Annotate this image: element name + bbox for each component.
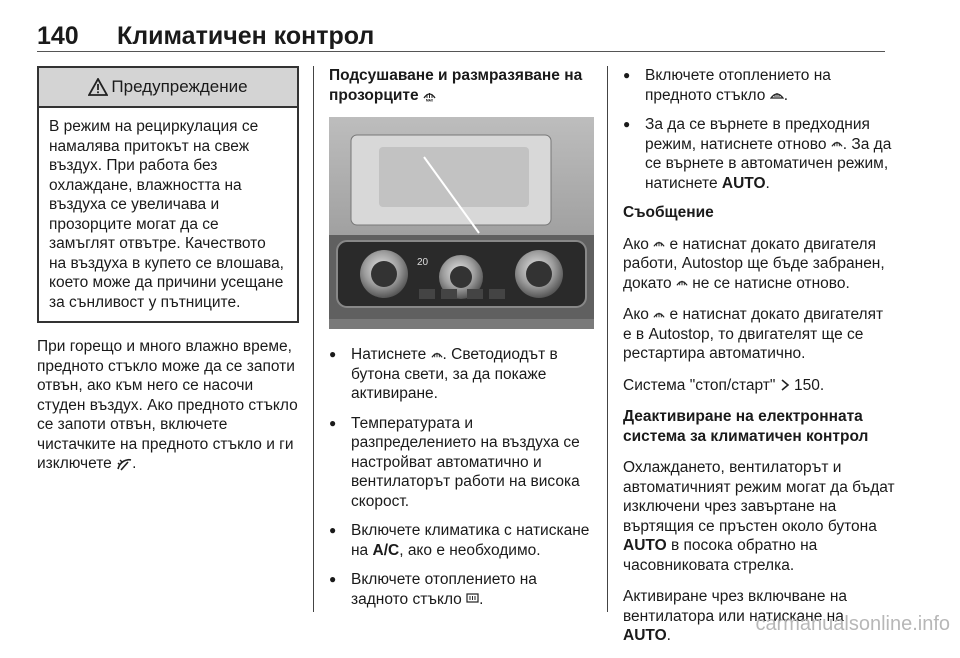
header-rule <box>37 51 885 52</box>
left-column <box>37 66 299 486</box>
note-paragraph-2: Ако е натиснат докато двигателят е в Autostop, то двигателят ще се рестартира автоматично. <box>623 306 884 362</box>
photo-temp-label: 20 <box>417 257 429 268</box>
list-item: ● Включете климатика с натискане на A/C, ако е необходимо. <box>329 521 594 560</box>
max-defrost-icon <box>676 277 688 289</box>
page-header <box>37 22 885 52</box>
note-paragraph-1: Ако е натиснат докато двигателя работи, Autostop ще бъде забранен, докато не се натисне отново. <box>623 235 885 292</box>
front-window-heating-icon <box>770 89 784 101</box>
auto-label: AUTO <box>721 174 766 192</box>
ac-label: A/C <box>372 541 400 559</box>
defrost-steps-list <box>329 345 594 609</box>
cross-reference[interactable]: Система "стоп/старт" 150. <box>623 376 825 394</box>
column-divider <box>607 66 608 612</box>
middle-column <box>329 66 594 619</box>
windscreen-wiper-icon <box>116 457 132 471</box>
right-column <box>623 66 895 658</box>
climate-control-photo <box>329 117 594 329</box>
section-heading-defrost <box>329 66 594 105</box>
list-item: ● Включете отоплението на задното стъкло . <box>329 570 594 609</box>
warning-title: Предупреждение <box>111 77 248 97</box>
left-paragraph: При горещо и много влажно време, предното стъкло може да се запоти отвън, ако към него се насочи студен въздух. Ако предното стъкло се запоти отвън, включете чистачките на предното стъкло и ги изключете . <box>37 338 298 472</box>
left-paragraph-text: При горещо и много влажно време, предното стъкло може да се запоти отвън, ако към него се насочи студен въздух. Ако предното стъкло се запоти отвън, включете чистачките на предното стъкло и ги изключете <box>37 338 298 472</box>
deactivate-paragraph: Охлаждането, вентилаторът и автоматичният режим могат да бъдат изключени чрез завъртане на въртящия се пръстен около бутона AUTO в посока обратно на часовниковата стрелка. <box>623 459 895 574</box>
chapter-title: Климатичен контрол <box>117 22 375 50</box>
warning-box <box>37 66 299 323</box>
max-defrost-icon <box>831 138 843 150</box>
auto-label: AUTO <box>623 627 667 644</box>
list-item: ● Натиснете . Светодиодът в бутона свети, за да покаже активиране. <box>329 345 594 404</box>
section-heading-deactivate: Деактивиране на електронната система за климатичен контрол <box>623 408 869 445</box>
activate-paragraph: Активиране чрез включване на вентилатора или натискане на AUTO. <box>623 588 848 644</box>
svg-text:MAX: MAX <box>425 98 433 102</box>
list-item: ● За да се върнете в предходния режим, натиснете отново . За да се върнете в автоматичен режим, натиснете AUTO. <box>623 115 895 193</box>
max-defrost-icon <box>431 349 443 361</box>
max-defrost-icon <box>423 89 436 102</box>
note-title: Съобщение <box>623 204 714 221</box>
page-number: 140 <box>37 22 79 50</box>
watermark: carmanualsonline.info <box>755 613 950 635</box>
warning-text: В режим на рециркулация се намалява притокът на свеж въздух. При работа без охлаждане, влажността на въздуха се увеличава и прозорците могат да се замъглят отвътре. Качеството на въздуха в купето се влошава, което може да причини усещане за сънливост у пътниците. <box>49 118 284 311</box>
max-defrost-icon <box>653 309 665 321</box>
max-defrost-icon <box>653 238 665 250</box>
page-reference-icon <box>780 379 790 391</box>
warning-icon <box>88 78 108 96</box>
rear-window-heating-icon <box>466 593 479 605</box>
list-item: ● Включете отоплението на предното стъкло . <box>623 66 895 105</box>
auto-label: AUTO <box>623 537 667 554</box>
column-divider <box>313 66 314 612</box>
list-item: ● Температурата и разпределението на въздуха се настройват автоматично и вентилаторът работи на висока скорост. <box>329 414 594 512</box>
defrost-steps-list-continued <box>623 66 895 193</box>
section-heading-defrost-text: Подсушаване и размразяване на прозорците <box>329 67 583 104</box>
warning-header <box>39 68 297 108</box>
